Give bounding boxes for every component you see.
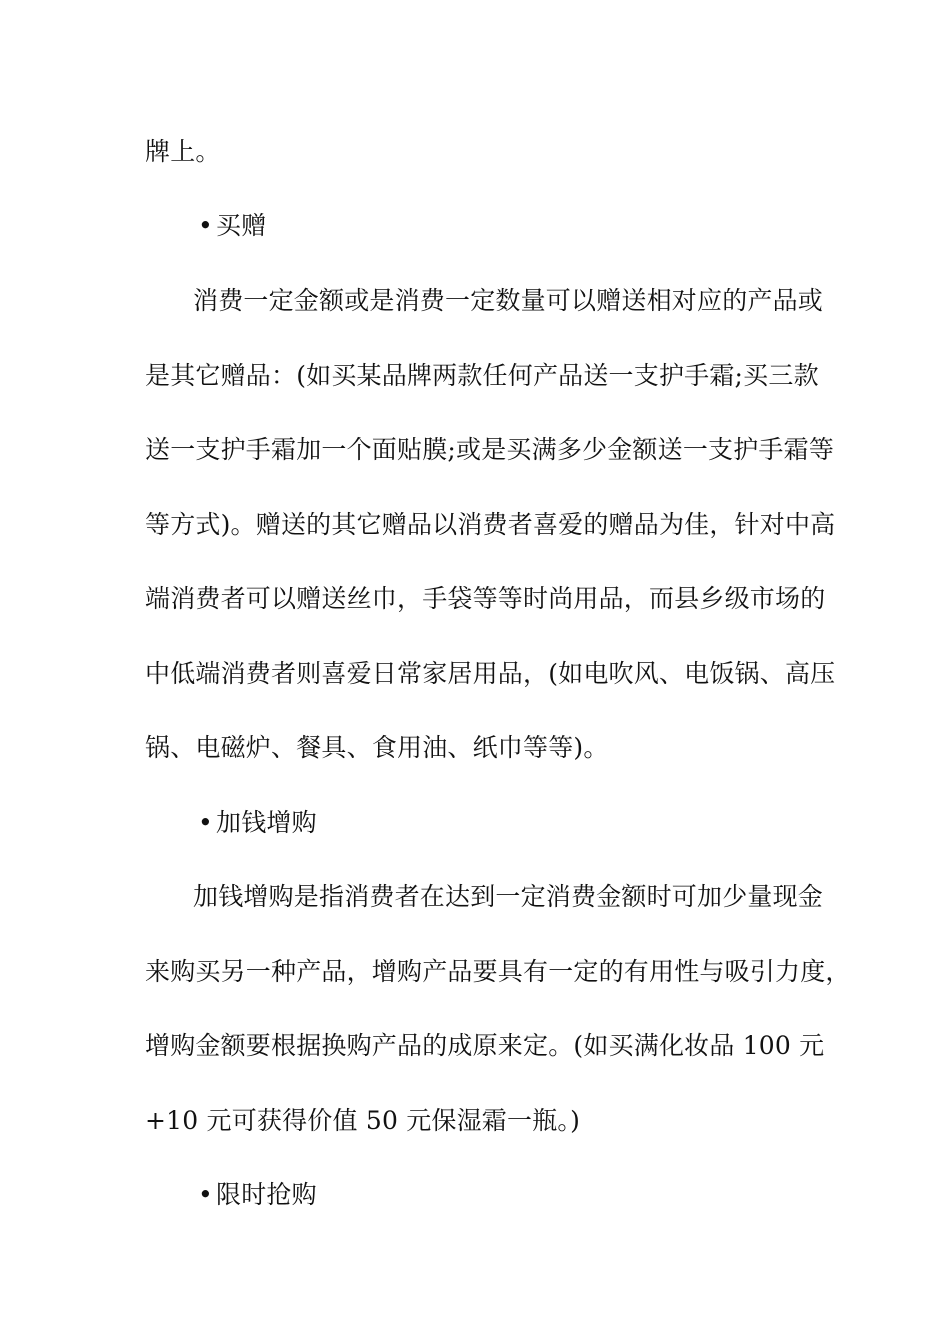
- paragraph-line: 中低端消费者则喜爱日常家居用品，(如电吹风、电饭锅、高压: [145, 659, 836, 688]
- paragraph-line: 来购买另一种产品，增购产品要具有一定的有用性与吸引力度，: [145, 957, 851, 986]
- section-heading-text: 买赠: [216, 211, 267, 240]
- paragraph-line: 端消费者可以赠送丝巾，手袋等等时尚用品，而县乡级市场的: [145, 584, 826, 613]
- section-heading-add-money: [198, 808, 863, 838]
- bullet-icon: •: [198, 1180, 213, 1209]
- paragraph-line: 送一支护手霜加一个面贴膜;或是买满多少金额送一支护手霜等: [145, 435, 835, 464]
- bullet-icon: •: [198, 808, 213, 837]
- section-heading-buy-gift: [198, 211, 863, 241]
- paragraph-line: 牌上。: [145, 137, 221, 166]
- bullet-icon: •: [198, 211, 213, 240]
- paragraph-line: 加钱增购是指消费者在达到一定消费金额时可加少量现金: [193, 882, 824, 911]
- paragraph-line: 消费一定金额或是消费一定数量可以赠送相对应的产品或: [193, 286, 824, 315]
- section-heading-flash-sale: [198, 1180, 863, 1210]
- paragraph-line: 锅、电磁炉、餐具、食用油、纸巾等等)。: [145, 733, 609, 762]
- section-heading-text: 加钱增购: [216, 808, 317, 837]
- paragraph-line: 等方式)。赠送的其它赠品以消费者喜爱的赠品为佳，针对中高: [145, 510, 836, 539]
- paragraph-line: +10 元可获得价值 50 元保湿霜一瓶。): [145, 1106, 581, 1135]
- paragraph-line: 增购金额要根据换购产品的成原来定。(如买满化妆品 100 元: [145, 1031, 825, 1060]
- section-heading-text: 限时抢购: [216, 1180, 317, 1209]
- paragraph-line: 是其它赠品：(如买某品牌两款任何产品送一支护手霜;买三款: [145, 361, 819, 390]
